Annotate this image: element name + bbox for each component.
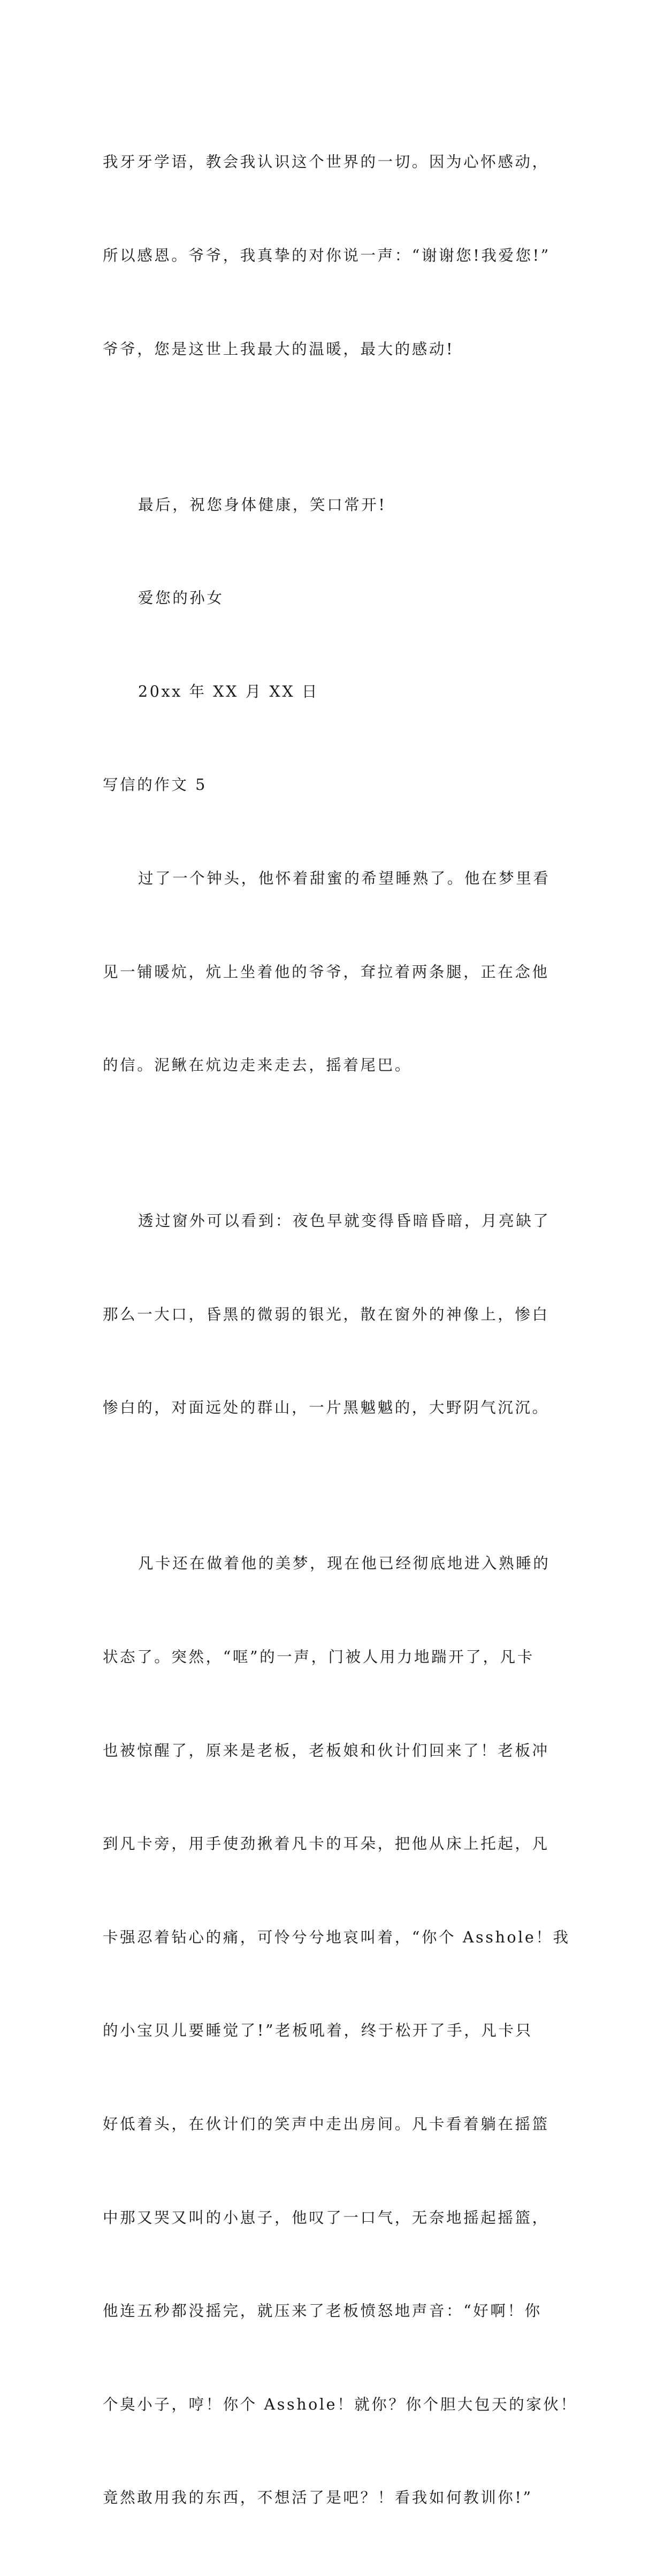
text-line: 的小宝贝儿要睡觉了!”老板吼着，终于松开了手，凡卡只 [103,2022,533,2040]
text-line: 见一铺暖炕，炕上坐着他的爷爷，耷拉着两条腿，正在念他 [103,963,549,981]
text-line: 爷爷，您是这世上我最大的温暖，最大的感动! [103,340,455,358]
paragraph-3 [103,1486,578,2576]
document-page [103,85,578,2576]
text-line: 竟然敢用我的东西，不想活了是吧？！看我如何教训你!” [103,2489,533,2507]
text-line: 个臭小子，哼！你个 Asshole！就你？你个胆大包天的家伙！ [103,2395,578,2413]
text-line: 他连五秒都没摇完，就压来了老板愤怒地声音：“好啊！你 [103,2302,542,2320]
text-line: 的信。泥鳅在炕边走来走去，摇着尾巴。 [103,1056,412,1074]
paragraph-2 [103,1144,574,1486]
text-line: 卡强忍着钻心的痛，可怜兮兮地哀叫着，“你个 Asshole！我 [103,1928,570,1946]
text-line: 好低着头，在伙计们的笑声中走出房间。凡卡看着躺在摇篮 [103,2115,549,2133]
closing-line: 最后，祝您身体健康，笑口常开! [138,496,387,514]
section-title: 写信的作文 5 [103,776,207,794]
text-line: 我牙牙学语，教会我认识这个世界的一切。因为心怀感动， [103,153,549,171]
text-line: 过了一个钟头，他怀着甜蜜的希望睡熟了。他在梦里看 [138,869,551,887]
closing-block [103,427,574,769]
text-line: 凡卡还在做着他的美梦，现在他已经彻底地进入熟睡的 [138,1554,551,1573]
intro-paragraph [103,85,574,427]
signature-line: 爱您的孙女 [138,589,224,607]
paragraph-1 [103,801,574,1144]
text-line: 惨白的，对面远处的群山，一片黑魆魆的，大野阴气沉沉。 [103,1399,549,1417]
text-line: 透过窗外可以看到：夜色早就变得昏暗昏暗，月亮缺了 [138,1212,551,1230]
text-line: 中那又哭又叫的小崽子，他叹了一口气，无奈地摇起摇篮， [103,2208,549,2227]
text-line: 那么一大口，昏黑的微弱的银光，散在窗外的神像上，惨白 [103,1305,549,1323]
date-line: 20xx 年 XX 月 XX 日 [138,682,319,700]
text-line: 状态了。突然，“哐”的一声，门被人用力地踹开了，凡卡 [103,1648,535,1666]
text-line: 到凡卡旁，用手使劲揪着凡卡的耳朵，把他从床上托起，凡 [103,1835,549,1853]
text-line: 也被惊醒了，原来是老板，老板娘和伙计们回来了！老板冲 [103,1741,549,1759]
text-line: 所以感恩。爷爷，我真挚的对你说一声：“谢谢您!我爱您!” [103,247,551,264]
